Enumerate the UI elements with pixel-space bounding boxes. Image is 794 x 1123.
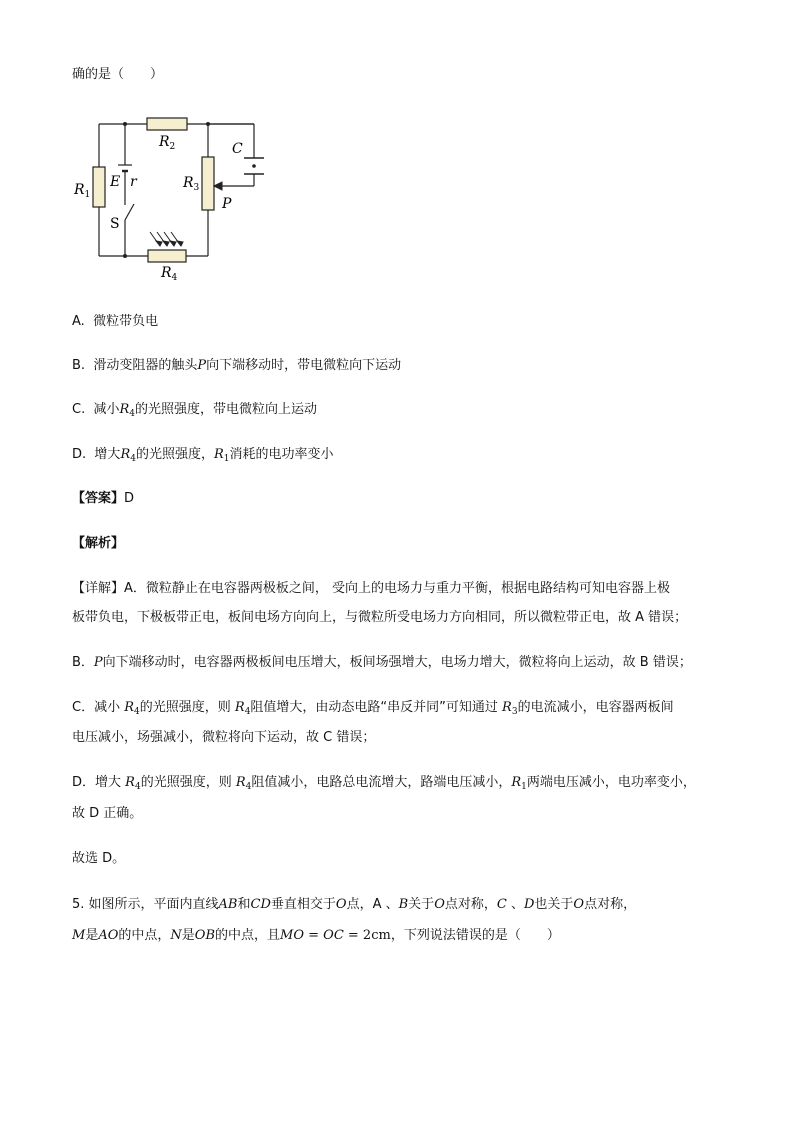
option-c: C. 减小$R_4$的光照强度，带电微粒向上运动 bbox=[72, 402, 318, 419]
explanation-c-line2: 电压减小，场强减小，微粒将向下运动，故 C 错误； bbox=[72, 730, 376, 745]
svg-text:E: E bbox=[110, 174, 121, 190]
resistor-r1 bbox=[93, 167, 105, 207]
svg-text:S: S bbox=[110, 216, 120, 232]
option-b: B. 滑动变阻器的触头P向下端移动时，带电微粒向下运动 bbox=[72, 358, 402, 373]
question-5-line1: 5. 如图所示，平面内直线AB和CD垂直相交于O点，A 、B关于O点对称，C 、D也关于O点对称， bbox=[72, 897, 637, 912]
svg-text:R1: $R_1$ bbox=[74, 182, 91, 200]
explanation-c-line1: C．减小 $R_4$的光照强度，则 $R_4$阻值增大，由动态电路“串反并同”可知通过 $R_3$的电流减小，电容器两板间 bbox=[72, 700, 674, 717]
question-tail: 确的是（ ） bbox=[72, 67, 164, 82]
svg-text:R2: $R_2$ bbox=[159, 134, 176, 152]
analysis-tag: 【解析】 bbox=[72, 536, 125, 551]
slider-arrow-icon bbox=[214, 182, 222, 190]
explanation-a-line1: 【详解】A．微粒静止在电容器两极板之间， 受向上的电场力与重力平衡，根据电路结构可知电容器上极 bbox=[72, 581, 671, 596]
svg-text:R4: $R_4$ bbox=[161, 265, 178, 282]
light-arrows-icon bbox=[150, 232, 183, 246]
explanation-d-line1: D．增大 $R_4$的光照强度，则 $R_4$阻值减小，电路总电流增大，路端电压减小，$R_1$两端电压减小，电功率变小， bbox=[72, 775, 696, 792]
conclusion: 故选 D。 bbox=[72, 851, 126, 866]
option-a: A. 微粒带负电 bbox=[72, 314, 159, 329]
option-d: D. 增大$R_4$的光照强度，$R_1$消耗的电功率变小 bbox=[72, 447, 334, 464]
explanation-d-line2: 故 D 正确。 bbox=[72, 806, 143, 821]
explanation-a-line2: 板带负电，下极板带正电，板间电场方向向上，与微粒所受电场力方向相同，所以微粒带正电，故 A 错误； bbox=[72, 610, 688, 625]
circuit-diagram bbox=[72, 112, 272, 282]
battery-icon bbox=[118, 165, 132, 171]
answer-line: 【答案】D bbox=[72, 491, 135, 506]
svg-text:P: P bbox=[222, 196, 232, 212]
resistor-r2 bbox=[147, 118, 187, 130]
explanation-b: B．P向下端移动时，电容器两极板间电压增大，板间场强增大，电场力增大，微粒将向上运动，故 B 错误； bbox=[72, 655, 692, 670]
question-5-line2: M是AO的中点，N是OB的中点，且MO = OC = 2cm，下列说法错误的是（ ） bbox=[72, 928, 560, 943]
resistor-r4 bbox=[148, 250, 186, 262]
resistor-r3 bbox=[202, 157, 214, 210]
svg-text:r: r bbox=[130, 174, 137, 190]
svg-text:R3: $R_3$ bbox=[183, 175, 200, 193]
svg-text:C: C bbox=[232, 141, 243, 157]
